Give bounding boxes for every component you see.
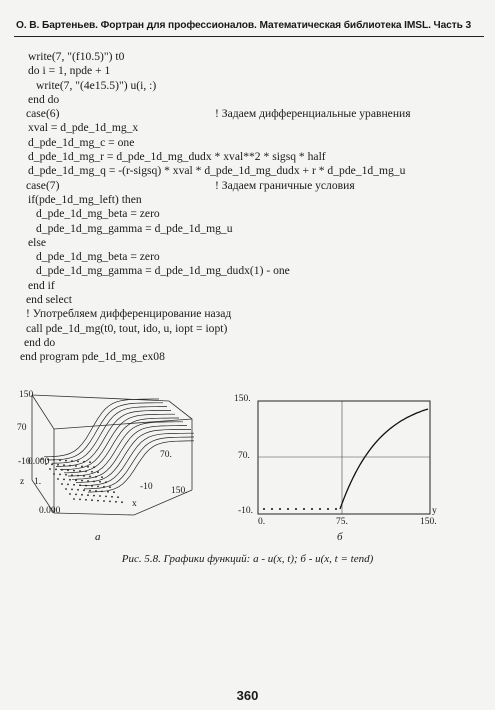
code-line — [20, 236, 490, 250]
x-tick-neg10: -10 — [140, 482, 153, 492]
code-line — [20, 336, 490, 350]
z-axis-label: z — [20, 477, 25, 487]
surface-dot — [83, 475, 85, 477]
surface-dot — [85, 499, 87, 501]
extra-tick-2: 0.000 — [39, 506, 61, 516]
code-text: d_pde_1d_mg_q = -(r-sigsq) * xval * d_pde_1d_mg_dudx + r * d_pde_1d_mg_u — [28, 164, 406, 178]
surface-dot — [65, 474, 67, 476]
code-comment: ! Задаем дифференциальные уравнения — [215, 107, 411, 121]
surface-dot — [79, 470, 81, 472]
code-text: d_pde_1d_mg_beta = zero — [36, 250, 160, 264]
surface-dot — [49, 468, 51, 470]
code-text: if(pde_1d_mg_left) then — [28, 192, 142, 206]
code-line — [20, 279, 490, 293]
surface-dot — [69, 465, 71, 467]
curve-dot — [327, 508, 329, 510]
code-text: d_pde_1d_mg_gamma = d_pde_1d_mg_dudx(1) - one — [36, 264, 290, 278]
x-tick-150: 150. — [171, 486, 188, 496]
curve-dot — [263, 508, 265, 510]
figure-a-surface-plot — [14, 385, 194, 525]
curve-dot — [287, 508, 289, 510]
surface-dot — [57, 478, 59, 480]
code-text: call pde_1d_mg(t0, tout, ido, u, iopt = iopt) — [26, 321, 228, 335]
code-text: end if — [28, 278, 55, 292]
code-text: else — [28, 235, 47, 249]
surface-dot — [105, 481, 107, 483]
surface-dot — [89, 476, 91, 478]
surface-dot — [75, 465, 77, 467]
code-comment: ! Задаем граничные условия — [215, 178, 355, 192]
curve-dot — [311, 508, 313, 510]
code-text: end do — [24, 335, 56, 349]
surface-dot — [67, 484, 69, 486]
header-rule — [14, 36, 484, 37]
surface-dot — [109, 486, 111, 488]
y-tick-neg10: -10. — [238, 506, 254, 516]
figure-b-label: б — [337, 531, 343, 543]
figure-caption: Рис. 5.8. Графики функций: а - u(x, t); б - u(x, t = tend) — [121, 553, 374, 565]
code-text: d_pde_1d_mg_c = one — [28, 135, 135, 149]
z-tick-150: 150 — [19, 390, 34, 400]
x-axis-label: x — [132, 499, 137, 509]
code-text: d_pde_1d_mg_r = d_pde_1d_mg_dudx * xval**2 * sigsq * half — [28, 150, 326, 164]
surface-dot — [77, 475, 79, 477]
surface-dot — [65, 460, 67, 462]
figure-a-label: а — [95, 531, 101, 543]
surface-dot — [85, 485, 87, 487]
surface-dot — [65, 488, 67, 490]
surface-curve — [44, 399, 159, 457]
code-text: case(7) — [26, 178, 60, 192]
surface-dot — [103, 500, 105, 502]
code-line — [20, 136, 490, 150]
code-listing — [20, 50, 490, 365]
code-line — [20, 79, 490, 93]
code-text: end do — [28, 92, 60, 106]
surface-dot — [99, 481, 101, 483]
surface-curve — [56, 410, 171, 466]
surface-dot — [99, 495, 101, 497]
code-line — [20, 64, 490, 78]
surface-dot — [115, 501, 117, 503]
surface-dot — [93, 466, 95, 468]
extra-tick-0: 0.000 — [28, 457, 50, 467]
code-line — [20, 150, 490, 164]
surface-dot — [51, 464, 53, 466]
surface-dot — [71, 474, 73, 476]
surface-dot — [73, 470, 75, 472]
z-tick-70: 70 — [17, 423, 27, 433]
running-header: О. В. Бартеньев. Фортран для профессионалов. Математическая библиотека IMSL. Часть 3 — [16, 20, 472, 31]
surface-dot — [91, 471, 93, 473]
surface-dot — [117, 496, 119, 498]
code-line — [20, 293, 490, 307]
surface-dot — [101, 476, 103, 478]
x-tick-150: 150. — [420, 517, 437, 525]
surface-dot — [89, 461, 91, 463]
surface-dot — [75, 479, 77, 481]
surface-dot — [107, 491, 109, 493]
surface-dot — [69, 493, 71, 495]
surface-curve — [48, 403, 163, 460]
surface-dot — [61, 469, 63, 471]
surface-dot — [67, 469, 69, 471]
code-text: d_pde_1d_mg_gamma = d_pde_1d_mg_u — [36, 221, 233, 235]
surface-dot — [57, 464, 59, 466]
surface-dot — [71, 460, 73, 462]
dotted-segment — [263, 508, 337, 510]
surface-dot — [77, 489, 79, 491]
figure-b-line-plot — [232, 385, 450, 525]
surface-dot — [83, 489, 85, 491]
code-text: ! Употребляем дифференцирование назад — [26, 307, 232, 321]
code-line — [20, 264, 490, 278]
code-line — [20, 193, 490, 207]
surface-dot — [81, 466, 83, 468]
surface-dot — [81, 480, 83, 482]
code-line — [20, 107, 490, 121]
curve-dot — [335, 508, 337, 510]
code-text: do i = 1, npde + 1 — [28, 64, 111, 78]
surface-dot — [79, 484, 81, 486]
curve-dot — [319, 508, 321, 510]
surface-dot — [77, 461, 79, 463]
surface-curve — [52, 407, 167, 464]
code-line — [20, 207, 490, 221]
code-line — [20, 307, 490, 321]
extra-tick-1: 1. — [34, 477, 42, 487]
surface-dot — [73, 498, 75, 500]
z-tick-neg10: -10 — [18, 457, 31, 467]
y-tick-70: 70. — [238, 451, 250, 461]
surface-dot — [91, 499, 93, 501]
y-tick-150: 150. — [234, 394, 251, 404]
x-tick-70: 70. — [160, 450, 172, 460]
surface-dot — [53, 473, 55, 475]
surface-dot — [95, 476, 97, 478]
code-line — [20, 350, 490, 364]
code-text: case(6) — [26, 107, 60, 121]
solution-curve — [340, 409, 428, 509]
code-text: write(7, "(4e15.5)") u(i, :) — [36, 78, 157, 92]
curve-dot — [279, 508, 281, 510]
surface-dot — [83, 461, 85, 463]
surface-dot — [79, 499, 81, 501]
surface-dot — [97, 486, 99, 488]
surface-dot — [93, 495, 95, 497]
surface-dot — [93, 481, 95, 483]
surface-curves — [44, 399, 194, 492]
surface-dot — [113, 491, 115, 493]
surface-dot — [69, 479, 71, 481]
code-line — [20, 222, 490, 236]
code-line — [20, 250, 490, 264]
curve-dot — [303, 508, 305, 510]
surface-dot — [103, 486, 105, 488]
surface-dot — [101, 491, 103, 493]
surface-dot — [89, 490, 91, 492]
code-line — [20, 121, 490, 135]
x-tick-75: 75. — [336, 517, 348, 525]
surface-dot — [61, 483, 63, 485]
surface-dot — [87, 494, 89, 496]
curve-dot — [295, 508, 297, 510]
surface-dot — [97, 500, 99, 502]
code-text: end select — [26, 293, 73, 307]
surface-dot — [73, 484, 75, 486]
surface-dot — [63, 479, 65, 481]
code-line — [20, 164, 490, 178]
code-text: end program pde_1d_mg_ex08 — [20, 350, 165, 364]
surface-dot — [97, 471, 99, 473]
surface-dot — [91, 485, 93, 487]
surface-dot — [55, 469, 57, 471]
code-line — [20, 322, 490, 336]
surface-dot — [63, 464, 65, 466]
surface-dot — [111, 496, 113, 498]
surface-dot — [121, 501, 123, 503]
axis-label-y: y — [432, 506, 437, 516]
code-text: d_pde_1d_mg_beta = zero — [36, 207, 160, 221]
surface-dot — [59, 474, 61, 476]
code-line — [20, 93, 490, 107]
page-number: 360 — [236, 688, 259, 703]
code-text: write(7, "(f10.5)") t0 — [28, 50, 125, 63]
surface-dot — [71, 489, 73, 491]
surface-dot — [75, 494, 77, 496]
code-line — [20, 179, 490, 193]
curve-dot — [271, 508, 273, 510]
surface-dot — [85, 471, 87, 473]
code-text: xval = d_pde_1d_mg_x — [28, 121, 139, 135]
surface-dot — [87, 466, 89, 468]
surface-dot — [81, 494, 83, 496]
surface-dot — [87, 480, 89, 482]
surface-dot — [105, 496, 107, 498]
surface-dot — [53, 459, 55, 461]
x-tick-0: 0. — [258, 517, 266, 525]
surface-dot — [95, 490, 97, 492]
surface-dot — [59, 459, 61, 461]
code-line — [20, 50, 490, 64]
surface-dot — [109, 501, 111, 503]
